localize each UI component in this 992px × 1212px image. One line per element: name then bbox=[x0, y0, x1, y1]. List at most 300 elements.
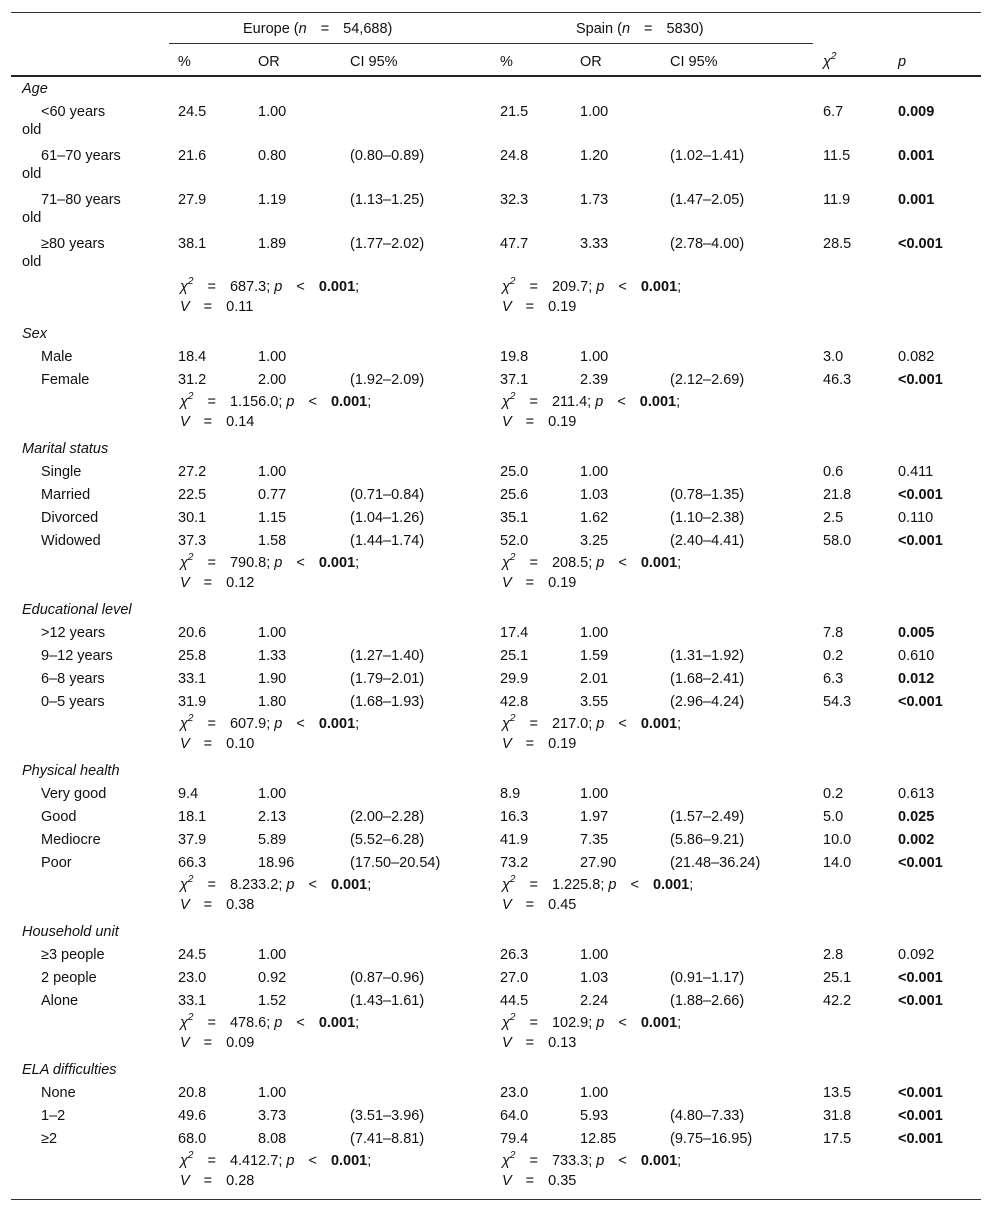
spain-pct: 42.8 bbox=[500, 694, 529, 710]
chi-value: 478.6; bbox=[229, 1015, 275, 1031]
europe-or: 1.00 bbox=[258, 464, 287, 480]
spain-ci: (1.02–1.41) bbox=[670, 148, 745, 164]
spain-group-rule bbox=[492, 43, 813, 44]
spain-or: 2.01 bbox=[580, 671, 609, 687]
p-value: 0.411 bbox=[898, 464, 934, 480]
europe-group-rule bbox=[169, 43, 492, 44]
europe-pct: 20.8 bbox=[178, 1085, 207, 1101]
col-spain-or: OR bbox=[580, 54, 602, 70]
row-label: Good bbox=[41, 809, 77, 825]
less-than: < bbox=[618, 1153, 627, 1169]
stat-p-value: 0.001 bbox=[640, 279, 678, 295]
equals-sign: = bbox=[529, 1153, 538, 1169]
spain-or: 1.03 bbox=[580, 970, 609, 986]
spain-or: 2.24 bbox=[580, 993, 609, 1009]
spain-ci: (1.57–2.49) bbox=[670, 809, 745, 825]
less-than: < bbox=[630, 877, 639, 893]
v-symbol: V bbox=[502, 1035, 512, 1051]
semicolon: ; bbox=[355, 1015, 360, 1031]
col-europe-ci: CI 95% bbox=[350, 54, 398, 70]
europe-ci: (1.13–1.25) bbox=[350, 192, 425, 208]
equals-sign: = bbox=[529, 279, 538, 295]
europe-ci: (2.00–2.28) bbox=[350, 809, 425, 825]
col-chi-square: $\chi^2$ bbox=[823, 51, 837, 70]
chi-value: 4.412.7; bbox=[229, 1153, 287, 1169]
data-table: Europe (n = 54,688) Spain (n = 5830) % OR CI 95% % OR CI 95% $\chi^2$ p Age <60 years old 24.5 1.00 21.5 1.00 6.7 0.009 61–70 years old 21.6 0.80 (0.80–0.89) 24.8 1.20 (1.02–1.41) 11.5 0.001 71–80 years old 27.9 1.19 (1.13–1.25) 32.3 1.73 (1.47–2.05) 11.9 0.001 ≥80 years old 38.1 1.89 (1.77–2.02) 47.7 3.33 (2.78–4.00) 28.5 <0.001 $\chi^2 = 687.3$; p < 0.001; V = 0.11 $\chi^2 = 209.7$; p < 0.001; V = 0.19 Sex Male 18.4 1.00 19.8 1.00 3.0 0.082 Female 31.2 2.00 (1.92–2.09) 37.1 2.39 (2.12–2.69) 46.3 <0.001 $\chi^2 = 1.156.0$; p < 0.001; V = 0.14 $\chi^2 = 211.4$; p < 0.001; V = 0.19 Marital status Single 27.2 1.00 25.0 1.00 0.6 0.411 Married 22.5 0.77 (0.71–0.84) 25.6 1.03 (0.78–1.35) 21.8 <0.001 Divorced 30.1 1.15 (1.04–1.26) 35.1 1.62 (1.10–2.38) 2.5 0.110 Widowed 37.3 1.58 (1.44–1.74) 52.0 3.25 (2.40–4.41) 58.0 <0.001 $\chi^2 = 790.8$; p < 0.001; V = 0.12 $\chi^2 = 208.5$; p < 0.001; V = 0.19 Educational level >12 years 20.6 1.00 17.4 1.00 7.8 0.005 9–12 years 25.8 1.33 (1.27–1.40) 25.1 1.59 (1.31–1.92) 0.2 0.610 6–8 years 33.1 1.90 (1.79–2.01) 29.9 2.01 (1.68–2.41) 6.3 0.012 0–5 years 31.9 1.80 (1.68–1.93) 42.8 3.55 (2.96–4.24) 54.3 <0.001 $\chi^2 = 607.9$; p < 0.001; V = 0.10 $\chi^2 = 217.0$; p < 0.001; V = 0.19 Physical health Very good 9.4 1.00 8.9 1.00 0.2 0.613 Good 18.1 2.13 (2.00–2.28) 16.3 1.97 (1.57–2.49) 5.0 0.025 Mediocre 37.9 5.89 (5.52–6.28) 41.9 7.35 (5.86–9.21) 10.0 0.002 Poor 66.3 18.96 (17.50–20.54) 73.2 27.90 (21.48–36.24) 14.0 <0.001 $\chi^2 = 8.233.2$; p < 0.001; V = 0.38 $\chi^2 = 1.225.8$; p < 0.001; V = 0.45 Household unit ≥3 people 24.5 1.00 26.3 1.00 2.8 0.092 2 people 23.0 0.92 (0.87–0.96) 27.0 1.03 (0.91–1.17) 25.1 <0.001 Alone 33.1 1.52 (1.43–1.61) 44.5 2.24 (1.88–2.66) 42.2 <0.001 $\chi^2 = 478.6$; p < 0.001; V = 0.09 $\chi^2 = 102.9$; p < 0.001; V = 0.13 ELA difficulties None 20.8 1.00 23.0 1.00 13.5 <0.001 1–2 49.6 3.73 (3.51–3.96) 64.0 5.93 (4.80–7.33) 31.8 <0.001 ≥2 68.0 8.08 (7.41–8.81) 79.4 12.85 (9.75–16.95) 17.5 <0.001 $\chi^2 = 4.412.7$; p < 0.001; V = 0.28 $\chi^2 = 733.3$; p < 0.001; V = 0.35 bbox=[11, 12, 981, 1200]
chi-value: 209.7; bbox=[551, 279, 597, 295]
p-value: <0.001 bbox=[898, 533, 943, 549]
p-value: 0.001 bbox=[898, 148, 935, 164]
chi-value: 102.9; bbox=[551, 1015, 597, 1031]
spain-pct: 25.1 bbox=[500, 648, 529, 664]
v-symbol: V bbox=[180, 736, 190, 752]
row-label-cont: old bbox=[22, 166, 42, 182]
equals-sign: = bbox=[203, 736, 213, 752]
col-p-value: p bbox=[898, 54, 907, 70]
europe-or: 1.00 bbox=[258, 349, 287, 365]
spain-ci: (2.78–4.00) bbox=[670, 236, 745, 252]
spain-pct: 79.4 bbox=[500, 1131, 529, 1147]
chi-square-value: 14.0 bbox=[823, 855, 852, 871]
row-label-cont: old bbox=[22, 254, 42, 270]
europe-or: 5.89 bbox=[258, 832, 287, 848]
semicolon: ; bbox=[677, 279, 682, 295]
semicolon: ; bbox=[355, 555, 360, 571]
table-top-rule bbox=[11, 12, 981, 13]
chi-square-value: 3.0 bbox=[823, 349, 844, 365]
spain-pct: 44.5 bbox=[500, 993, 529, 1009]
spain-pct: 73.2 bbox=[500, 855, 529, 871]
europe-or: 1.33 bbox=[258, 648, 287, 664]
stat-p-value: 0.001 bbox=[640, 555, 678, 571]
spain-pct: 27.0 bbox=[500, 970, 529, 986]
europe-pct: 66.3 bbox=[178, 855, 207, 871]
europe-or: 1.80 bbox=[258, 694, 287, 710]
equals-sign: = bbox=[525, 1035, 535, 1051]
chi-square-value: 11.5 bbox=[823, 148, 851, 164]
europe-ci: (0.71–0.84) bbox=[350, 487, 425, 503]
spain-pct: 21.5 bbox=[500, 104, 529, 120]
europe-or: 1.00 bbox=[258, 786, 287, 802]
p-value: <0.001 bbox=[898, 372, 943, 388]
cramers-v-value: 0.19 bbox=[548, 736, 577, 752]
europe-or: 1.00 bbox=[258, 947, 287, 963]
chi-symbol: χ bbox=[502, 279, 510, 295]
semicolon: ; bbox=[355, 279, 360, 295]
europe-pct: 37.9 bbox=[178, 832, 207, 848]
chi-square-value: 2.8 bbox=[823, 947, 844, 963]
europe-or: 1.00 bbox=[258, 625, 287, 641]
row-label: ≥2 bbox=[41, 1131, 58, 1147]
v-symbol: V bbox=[502, 575, 512, 591]
spain-or: 7.35 bbox=[580, 832, 609, 848]
p-symbol: p bbox=[596, 555, 605, 571]
europe-ci: (7.41–8.81) bbox=[350, 1131, 425, 1147]
chi-square-value: 2.5 bbox=[823, 510, 844, 526]
spain-or: 1.00 bbox=[580, 349, 609, 365]
row-label: Female bbox=[41, 372, 90, 388]
europe-ci: (0.80–0.89) bbox=[350, 148, 425, 164]
cramers-v-value: 0.38 bbox=[226, 897, 255, 913]
europe-or: 1.90 bbox=[258, 671, 287, 687]
spain-pct: 25.0 bbox=[500, 464, 529, 480]
europe-ci: (1.79–2.01) bbox=[350, 671, 425, 687]
chi-symbol: χ bbox=[180, 555, 188, 571]
spain-pct: 8.9 bbox=[500, 786, 521, 802]
chi-symbol: χ bbox=[180, 1153, 188, 1169]
row-label: Widowed bbox=[41, 533, 101, 549]
chi-value: 687.3; bbox=[229, 279, 275, 295]
row-label: Divorced bbox=[41, 510, 99, 526]
p-symbol: p bbox=[274, 716, 283, 732]
spain-or: 1.03 bbox=[580, 487, 609, 503]
spain-pct: 35.1 bbox=[500, 510, 529, 526]
semicolon: ; bbox=[677, 716, 682, 732]
p-value: 0.110 bbox=[898, 510, 934, 526]
spain-or: 12.85 bbox=[580, 1131, 617, 1147]
europe-pct: 18.4 bbox=[178, 349, 207, 365]
chi-square-value: 6.3 bbox=[823, 671, 844, 687]
section-title: Physical health bbox=[22, 763, 120, 779]
europe-or: 1.00 bbox=[258, 1085, 287, 1101]
chi-square-value: 11.9 bbox=[823, 192, 851, 208]
v-symbol: V bbox=[180, 575, 190, 591]
chi-value: 607.9; bbox=[229, 716, 275, 732]
europe-pct: 31.2 bbox=[178, 372, 207, 388]
section-title: Educational level bbox=[22, 602, 132, 618]
chi-square-value: 0.6 bbox=[823, 464, 844, 480]
europe-ci: (1.68–1.93) bbox=[350, 694, 425, 710]
stat-p-value: 0.001 bbox=[652, 877, 690, 893]
p-symbol: p bbox=[596, 1153, 605, 1169]
spain-ci: (2.96–4.24) bbox=[670, 694, 745, 710]
stat-p-value: 0.001 bbox=[640, 1015, 678, 1031]
spain-pct: 64.0 bbox=[500, 1108, 529, 1124]
chi-square-value: 42.2 bbox=[823, 993, 852, 1009]
equals-sign: = bbox=[203, 575, 213, 591]
row-label: >12 years bbox=[41, 625, 106, 641]
chi-symbol: χ bbox=[502, 716, 510, 732]
equals-sign: = bbox=[525, 299, 535, 315]
cramers-v-value: 0.28 bbox=[226, 1173, 255, 1189]
spain-or: 1.00 bbox=[580, 464, 609, 480]
semicolon: ; bbox=[367, 877, 372, 893]
spain-or: 1.00 bbox=[580, 1085, 609, 1101]
chi-square-value: 58.0 bbox=[823, 533, 852, 549]
chi-square-value: 21.8 bbox=[823, 487, 852, 503]
section-title: Age bbox=[22, 81, 48, 97]
p-value: 0.009 bbox=[898, 104, 935, 120]
col-spain-ci: CI 95% bbox=[670, 54, 718, 70]
equals-sign: = bbox=[203, 299, 213, 315]
chi-square-value: 31.8 bbox=[823, 1108, 852, 1124]
europe-ci: (1.92–2.09) bbox=[350, 372, 425, 388]
semicolon: ; bbox=[367, 1153, 372, 1169]
chi-square-value: 6.7 bbox=[823, 104, 844, 120]
spain-or: 5.93 bbox=[580, 1108, 609, 1124]
spain-pct: 26.3 bbox=[500, 947, 529, 963]
spain-pct: 41.9 bbox=[500, 832, 529, 848]
row-label: <60 years bbox=[41, 104, 106, 120]
europe-ci: (3.51–3.96) bbox=[350, 1108, 425, 1124]
europe-pct: 24.5 bbox=[178, 104, 207, 120]
europe-pct: 22.5 bbox=[178, 487, 207, 503]
equals-sign: = bbox=[525, 575, 535, 591]
stat-p-value: 0.001 bbox=[639, 394, 677, 410]
p-symbol: p bbox=[596, 1015, 605, 1031]
p-value: <0.001 bbox=[898, 1085, 943, 1101]
cramers-v-value: 0.35 bbox=[548, 1173, 577, 1189]
spain-ci: (4.80–7.33) bbox=[670, 1108, 745, 1124]
europe-pct: 9.4 bbox=[178, 786, 199, 802]
stat-p-value: 0.001 bbox=[318, 1015, 356, 1031]
europe-or: 1.58 bbox=[258, 533, 287, 549]
v-symbol: V bbox=[180, 1173, 190, 1189]
spain-pct: 19.8 bbox=[500, 349, 529, 365]
less-than: < bbox=[618, 279, 627, 295]
row-label: Poor bbox=[41, 855, 72, 871]
chi-value: 1.225.8; bbox=[551, 877, 609, 893]
europe-pct: 27.2 bbox=[178, 464, 207, 480]
europe-or: 1.00 bbox=[258, 104, 287, 120]
chi-symbol: χ bbox=[180, 279, 188, 295]
spain-or: 1.59 bbox=[580, 648, 609, 664]
spain-ci: (1.47–2.05) bbox=[670, 192, 745, 208]
header-bottom-rule bbox=[11, 75, 981, 77]
cramers-v-value: 0.11 bbox=[226, 299, 254, 315]
chi-value: 208.5; bbox=[551, 555, 597, 571]
p-value: 0.012 bbox=[898, 671, 935, 687]
p-value: <0.001 bbox=[898, 1108, 943, 1124]
less-than: < bbox=[296, 1015, 305, 1031]
section-title: Household unit bbox=[22, 924, 119, 940]
section-title: Marital status bbox=[22, 441, 109, 457]
spain-pct: 32.3 bbox=[500, 192, 529, 208]
p-value: 0.001 bbox=[898, 192, 935, 208]
spain-ci: (0.78–1.35) bbox=[670, 487, 745, 503]
europe-ci: (1.43–1.61) bbox=[350, 993, 425, 1009]
europe-pct: 24.5 bbox=[178, 947, 207, 963]
spain-ci: (21.48–36.24) bbox=[670, 855, 761, 871]
equals-sign: = bbox=[203, 1173, 213, 1189]
europe-or: 0.92 bbox=[258, 970, 287, 986]
europe-pct: 30.1 bbox=[178, 510, 207, 526]
chi-value: 1.156.0; bbox=[229, 394, 287, 410]
equals-sign: = bbox=[207, 279, 216, 295]
p-value: <0.001 bbox=[898, 855, 943, 871]
europe-pct: 37.3 bbox=[178, 533, 207, 549]
less-than: < bbox=[618, 716, 627, 732]
chi-symbol: χ bbox=[502, 877, 510, 893]
europe-pct: 31.9 bbox=[178, 694, 207, 710]
stat-p-value: 0.001 bbox=[640, 716, 678, 732]
semicolon: ; bbox=[677, 1153, 682, 1169]
europe-ci: (1.04–1.26) bbox=[350, 510, 425, 526]
row-label-cont: old bbox=[22, 210, 42, 226]
spain-pct: 52.0 bbox=[500, 533, 529, 549]
col-europe-or: OR bbox=[258, 54, 280, 70]
chi-value: 790.8; bbox=[229, 555, 275, 571]
spain-ci: (2.40–4.41) bbox=[670, 533, 745, 549]
europe-pct: 25.8 bbox=[178, 648, 207, 664]
chi-value: 211.4; bbox=[551, 394, 596, 410]
equals-sign: = bbox=[525, 736, 535, 752]
equals-sign: = bbox=[207, 877, 216, 893]
cramers-v-value: 0.45 bbox=[548, 897, 577, 913]
europe-or: 0.80 bbox=[258, 148, 287, 164]
equals-sign: = bbox=[529, 716, 538, 732]
europe-ci: (1.44–1.74) bbox=[350, 533, 425, 549]
v-symbol: V bbox=[502, 414, 512, 430]
chi-square-value: 28.5 bbox=[823, 236, 852, 252]
p-value: <0.001 bbox=[898, 694, 943, 710]
p-symbol: p bbox=[274, 555, 283, 571]
semicolon: ; bbox=[367, 394, 372, 410]
chi-square-value: 0.2 bbox=[823, 786, 844, 802]
row-label: 61–70 years bbox=[41, 148, 121, 164]
p-symbol: p bbox=[596, 279, 605, 295]
v-symbol: V bbox=[502, 1173, 512, 1189]
row-label: 71–80 years bbox=[41, 192, 121, 208]
p-value: <0.001 bbox=[898, 970, 943, 986]
spain-ci: (9.75–16.95) bbox=[670, 1131, 753, 1147]
p-value: 0.613 bbox=[898, 786, 935, 802]
row-label: Married bbox=[41, 487, 91, 503]
equals-sign: = bbox=[203, 1035, 213, 1051]
equals-sign: = bbox=[529, 555, 538, 571]
p-symbol: p bbox=[286, 394, 295, 410]
p-value: 0.005 bbox=[898, 625, 935, 641]
chi-symbol: χ bbox=[180, 1015, 188, 1031]
europe-or: 8.08 bbox=[258, 1131, 287, 1147]
europe-ci: (5.52–6.28) bbox=[350, 832, 425, 848]
row-label: 2 people bbox=[41, 970, 97, 986]
row-label: Single bbox=[41, 464, 82, 480]
row-label: 0–5 years bbox=[41, 694, 105, 710]
row-label: Male bbox=[41, 349, 73, 365]
europe-or: 2.13 bbox=[258, 809, 287, 825]
spain-or: 1.00 bbox=[580, 625, 609, 641]
p-symbol: p bbox=[274, 279, 283, 295]
p-value: 0.002 bbox=[898, 832, 935, 848]
europe-ci: (1.27–1.40) bbox=[350, 648, 425, 664]
equals-sign: = bbox=[207, 1015, 216, 1031]
europe-pct: 23.0 bbox=[178, 970, 207, 986]
europe-pct: 33.1 bbox=[178, 671, 207, 687]
equals-sign: = bbox=[529, 877, 538, 893]
col-spain-pct: % bbox=[500, 54, 513, 70]
row-label: 6–8 years bbox=[41, 671, 105, 687]
chi-square-value: 46.3 bbox=[823, 372, 852, 388]
chi-square-value: 10.0 bbox=[823, 832, 852, 848]
p-value: <0.001 bbox=[898, 1131, 943, 1147]
europe-group-header: Europe (n = 54,688) bbox=[243, 21, 393, 37]
chi-square-value: 13.5 bbox=[823, 1085, 852, 1101]
p-symbol: p bbox=[286, 877, 295, 893]
semicolon: ; bbox=[355, 716, 360, 732]
spain-or: 1.00 bbox=[580, 104, 609, 120]
spain-pct: 25.6 bbox=[500, 487, 529, 503]
p-value: 0.082 bbox=[898, 349, 935, 365]
chi-value: 8.233.2; bbox=[229, 877, 287, 893]
v-symbol: V bbox=[502, 299, 512, 315]
spain-pct: 17.4 bbox=[500, 625, 529, 641]
stat-p-value: 0.001 bbox=[330, 877, 368, 893]
chi-symbol: χ bbox=[180, 877, 188, 893]
stat-p-value: 0.001 bbox=[330, 394, 368, 410]
spain-or: 27.90 bbox=[580, 855, 617, 871]
col-europe-pct: % bbox=[178, 54, 191, 70]
p-value: <0.001 bbox=[898, 993, 943, 1009]
europe-or: 18.96 bbox=[258, 855, 295, 871]
spain-pct: 16.3 bbox=[500, 809, 529, 825]
spain-ci: (0.91–1.17) bbox=[670, 970, 745, 986]
equals-sign: = bbox=[525, 897, 535, 913]
v-symbol: V bbox=[180, 299, 190, 315]
less-than: < bbox=[296, 279, 305, 295]
cramers-v-value: 0.12 bbox=[226, 575, 255, 591]
cramers-v-value: 0.10 bbox=[226, 736, 255, 752]
row-label: 9–12 years bbox=[41, 648, 113, 664]
p-symbol: p bbox=[286, 1153, 295, 1169]
less-than: < bbox=[308, 1153, 317, 1169]
spain-or: 1.97 bbox=[580, 809, 609, 825]
cramers-v-value: 0.19 bbox=[548, 414, 577, 430]
equals-sign: = bbox=[525, 1173, 535, 1189]
chi-square-value: 54.3 bbox=[823, 694, 852, 710]
spain-pct: 37.1 bbox=[500, 372, 529, 388]
row-label: 1–2 bbox=[41, 1108, 66, 1124]
europe-pct: 18.1 bbox=[178, 809, 207, 825]
row-label: None bbox=[41, 1085, 76, 1101]
chi-symbol: χ bbox=[502, 1015, 510, 1031]
section-title: Sex bbox=[22, 326, 47, 342]
chi-symbol: χ bbox=[502, 555, 510, 571]
v-symbol: V bbox=[502, 736, 512, 752]
stat-p-value: 0.001 bbox=[318, 716, 356, 732]
chi-square-value: 25.1 bbox=[823, 970, 852, 986]
v-symbol: V bbox=[502, 897, 512, 913]
stat-p-value: 0.001 bbox=[318, 279, 356, 295]
europe-or: 3.73 bbox=[258, 1108, 287, 1124]
europe-or: 1.19 bbox=[258, 192, 287, 208]
p-symbol: p bbox=[596, 716, 605, 732]
chi-square-value: 5.0 bbox=[823, 809, 844, 825]
equals-sign: = bbox=[525, 414, 535, 430]
europe-ci: (0.87–0.96) bbox=[350, 970, 425, 986]
row-label-cont: old bbox=[22, 122, 42, 138]
equals-sign: = bbox=[529, 1015, 538, 1031]
chi-symbol: χ bbox=[180, 394, 188, 410]
row-label: ≥3 people bbox=[41, 947, 105, 963]
europe-ci: (1.77–2.02) bbox=[350, 236, 425, 252]
less-than: < bbox=[618, 1015, 627, 1031]
semicolon: ; bbox=[676, 394, 681, 410]
less-than: < bbox=[308, 394, 317, 410]
spain-ci: (1.10–2.38) bbox=[670, 510, 745, 526]
cramers-v-value: 0.14 bbox=[226, 414, 255, 430]
chi-symbol: χ bbox=[502, 394, 510, 410]
v-symbol: V bbox=[180, 414, 190, 430]
cramers-v-value: 0.13 bbox=[548, 1035, 577, 1051]
europe-ci: (17.50–20.54) bbox=[350, 855, 441, 871]
chi-square-value: 17.5 bbox=[823, 1131, 852, 1147]
row-label: Very good bbox=[41, 786, 107, 802]
equals-sign: = bbox=[207, 555, 216, 571]
chi-symbol: χ bbox=[502, 1153, 510, 1169]
equals-sign: = bbox=[203, 414, 213, 430]
semicolon: ; bbox=[677, 1015, 682, 1031]
